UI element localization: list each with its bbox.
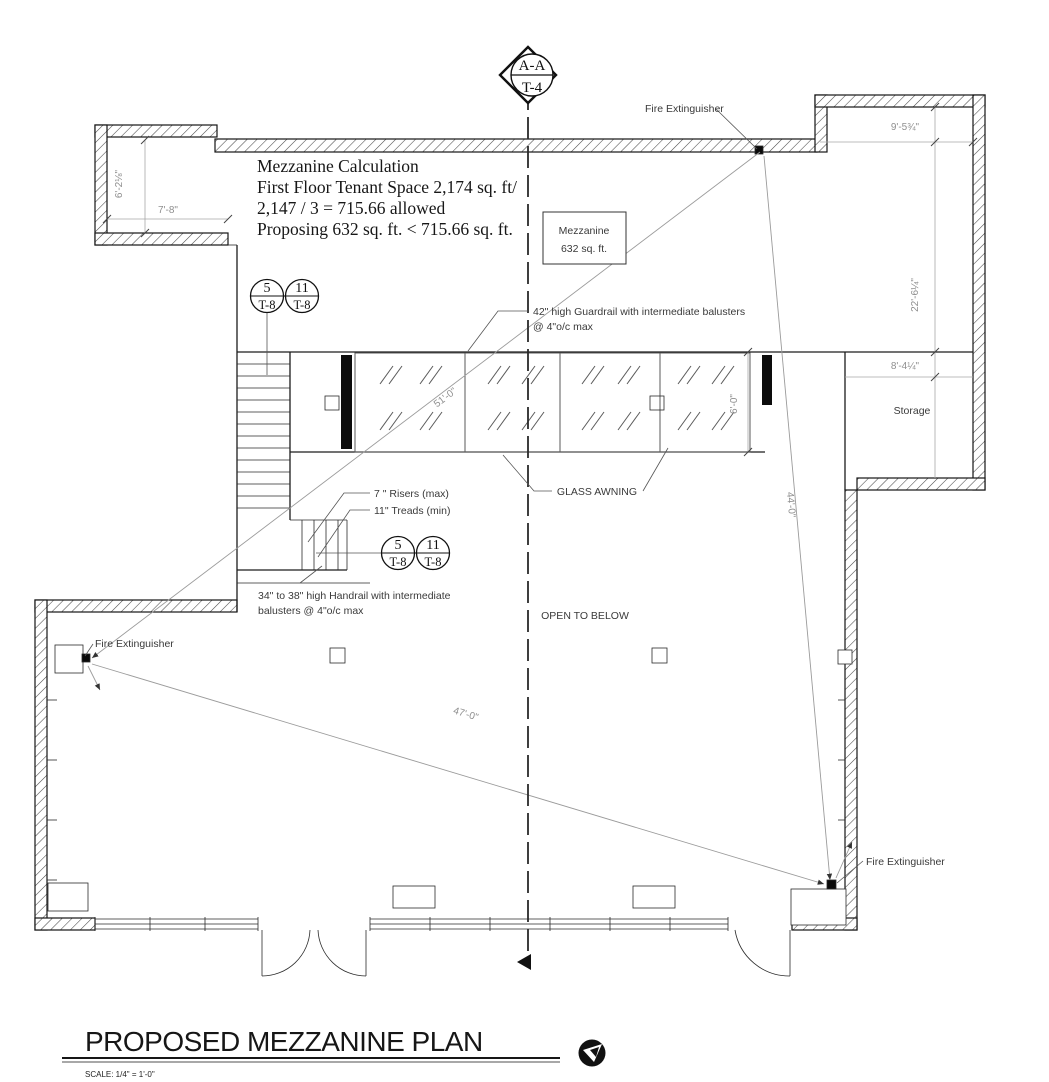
dim-travel-47: 47'-0" xyxy=(451,705,480,724)
entry-doors xyxy=(262,930,790,976)
dim-wing-width: 7'-8" xyxy=(158,205,178,216)
detail-marker-stair-top xyxy=(250,280,319,376)
treads-note: 11" Treads (min) xyxy=(374,505,451,517)
logo-icon xyxy=(579,1040,606,1067)
calc-line-4: Proposing 632 sq. ft. < 715.66 sq. ft. xyxy=(257,219,513,239)
detail-marker-stair-bottom xyxy=(316,537,450,570)
detail-sheet: T-8 xyxy=(258,298,276,312)
dim-storage-width: 8'-4¼" xyxy=(890,361,920,372)
detail-sheet: T-8 xyxy=(424,555,442,569)
column-square xyxy=(325,396,339,410)
section-arrow-icon xyxy=(517,954,531,970)
mezzanine-tag-box xyxy=(543,212,626,264)
detail-number: 11 xyxy=(295,281,309,296)
detail-sheet: T-8 xyxy=(293,298,311,312)
text-labels xyxy=(95,103,945,868)
section-label-top: A-A xyxy=(518,58,546,74)
dim-travel-51: 51'-0" xyxy=(432,385,459,411)
mezzanine-structure xyxy=(237,352,973,490)
detail-number: 11 xyxy=(426,538,440,553)
fire-extinguisher-label-right: Fire Extinguisher xyxy=(866,856,945,868)
fire-extinguisher-cabinet xyxy=(55,645,83,673)
calc-line-2: First Floor Tenant Space 2,174 sq. ft/ xyxy=(257,177,517,197)
dim-wing-depth: 6'-2⅛" xyxy=(114,169,125,199)
fire-extinguisher-cabinet xyxy=(791,889,846,925)
open-to-below-label: OPEN TO BELOW xyxy=(541,610,629,622)
calc-line-3: 2,147 / 3 = 715.66 allowed xyxy=(257,198,446,218)
section-label-bottom: T-4 xyxy=(521,80,543,96)
column-solid xyxy=(762,355,772,405)
fire-extinguisher-dot xyxy=(827,880,836,889)
column-square xyxy=(650,396,664,410)
dim-awning-depth: 6'-0" xyxy=(729,394,740,414)
risers-note: 7 " Risers (max) xyxy=(374,488,449,500)
glass-awning-label: GLASS AWNING xyxy=(556,486,638,498)
dim-right-top: 9'-5¾" xyxy=(890,122,920,133)
handrail-note-1: 34" to 38" high Handrail with intermediate xyxy=(258,590,451,602)
guardrail-note-1: 42" high Guardrail with intermediate balusters xyxy=(533,306,746,318)
scale-note: SCALE: 1/4" = 1'-0" xyxy=(85,1070,155,1079)
mezzanine-area-label: 632 sq. ft. xyxy=(560,243,608,255)
handrail-note-2: balusters @ 4"o/c max xyxy=(258,605,364,617)
drawing-title: PROPOSED MEZZANINE PLAN xyxy=(85,1026,483,1057)
section-marker-icon xyxy=(500,47,556,103)
dim-right-height: 22'-6¼" xyxy=(910,278,921,312)
storage-label: Storage xyxy=(893,405,931,417)
glass-hatch-marks xyxy=(380,366,734,430)
fire-extinguisher-label-top: Fire Extinguisher xyxy=(645,103,724,115)
guardrail-note-2: @ 4"o/c max xyxy=(533,321,593,333)
fire-extinguisher-label-left: Fire Extinguisher xyxy=(95,638,174,650)
title-block xyxy=(62,1026,606,1079)
travel-distance-lines xyxy=(88,152,852,884)
detail-number: 5 xyxy=(263,281,271,296)
detail-number: 5 xyxy=(394,538,402,553)
calc-line-1: Mezzanine Calculation xyxy=(257,156,419,176)
detail-sheet: T-8 xyxy=(389,555,407,569)
dim-travel-44: 44'-0" xyxy=(783,491,798,518)
mezzanine-name-label: Mezzanine xyxy=(558,225,610,237)
storefront-glazing xyxy=(47,700,845,931)
columns-fixtures xyxy=(48,146,852,925)
column-solid xyxy=(341,355,352,449)
